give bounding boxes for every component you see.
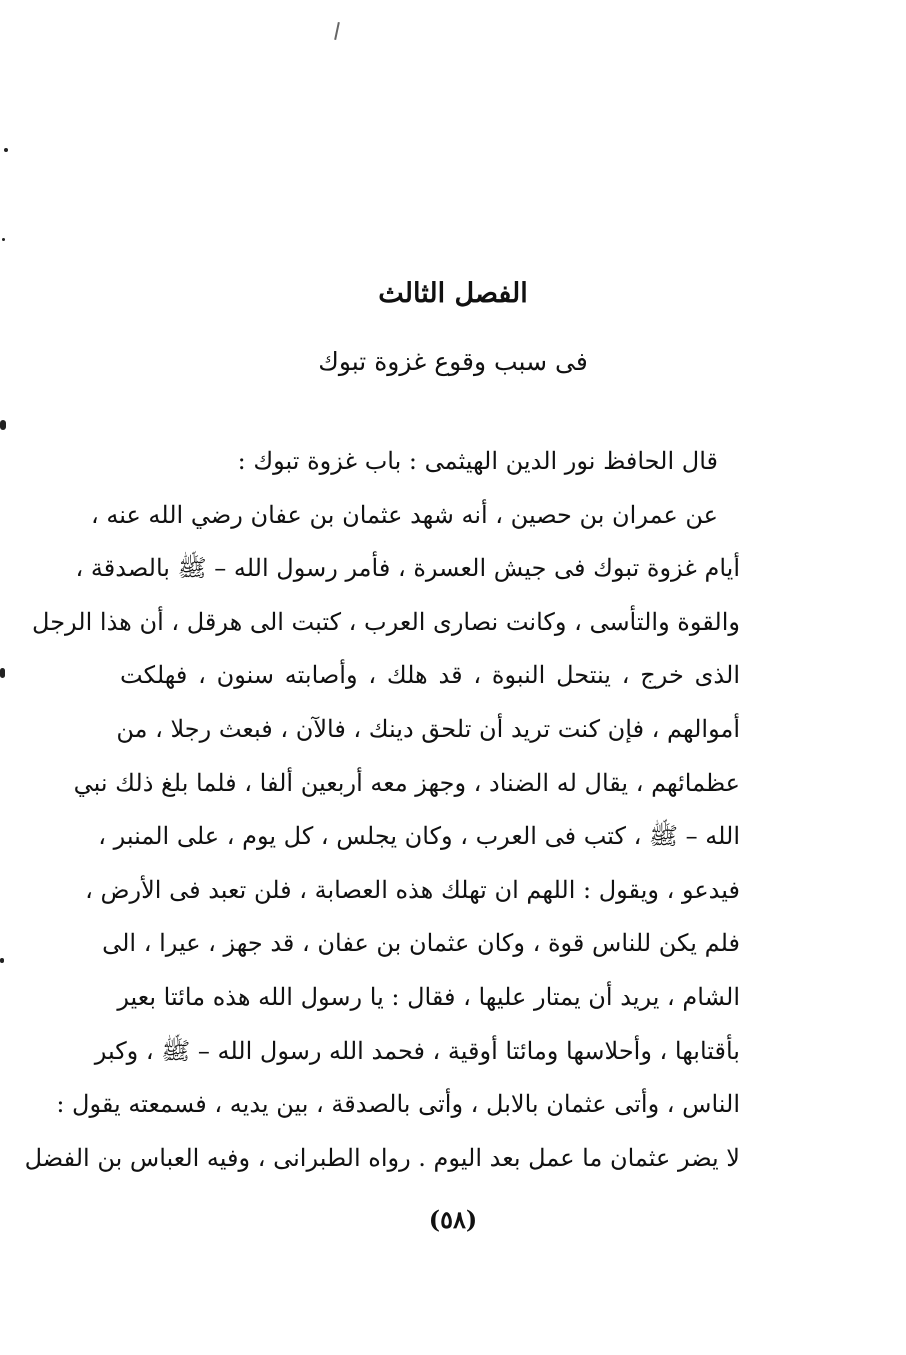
text-line: قال الحافظ نور الدين الهيثمى : باب غزوة تبوك : <box>237 447 718 475</box>
body-text <box>24 435 740 1185</box>
scan-artifact <box>334 22 340 40</box>
scan-artifact <box>4 148 8 152</box>
scan-artifact <box>0 668 5 678</box>
chapter-title: الفصل الثالث <box>378 278 528 309</box>
text-line: فيدعو ، ويقول : اللهم ان تهلك هذه العصابة ، فلن تعبد فى الأرض ، <box>85 875 740 904</box>
text-line: عن عمران بن حصين ، أنه شهد عثمان بن عفان رضي الله عنه ، <box>91 500 718 529</box>
text-line: فلم يكن للناس قوة ، وكان عثمان بن عفان ، قد جهز ، عيرا ، الى <box>102 929 740 958</box>
scan-artifact <box>0 420 6 430</box>
text-line: والقوة والتأسى ، وكانت نصارى العرب ، كتبت الى هرقل ، أن هذا الرجل <box>32 607 740 636</box>
text-line: بأقتابها ، وأحلاسها ومائتا أوقية ، فحمد الله رسول الله – ﷺ ، وكبر <box>94 1036 740 1065</box>
text-line: الشام ، يريد أن يمتار عليها ، فقال : يا رسول الله هذه مائتا بعير <box>117 982 740 1011</box>
text-line: لا يضر عثمان ما عمل بعد اليوم . رواه الطبرانى ، وفيه العباس بن الفضل <box>24 1143 740 1172</box>
text-line: الله – ﷺ ، كتب فى العرب ، وكان يجلس ، كل يوم ، على المنبر ، <box>98 822 740 851</box>
text-line: الناس ، وأتى عثمان بالابل ، وأتى بالصدقة ، بين يديه ، فسمعته يقول : <box>56 1090 740 1119</box>
text-line: أموالهم ، فإن كنت تريد أن تلحق دينك ، فالآن ، فبعث رجلا ، من <box>116 714 740 743</box>
scan-artifact <box>0 958 4 963</box>
scan-artifact <box>2 238 5 241</box>
chapter-subtitle: فى سبب وقوع غزوة تبوك <box>318 347 588 376</box>
text-line: الذى خرج ، ينتحل النبوة ، قد هلك ، وأصابته سنون ، فهلكت <box>120 661 740 690</box>
text-line: عظمائهم ، يقال له الضناد ، وجهز معه أربعين ألفا ، فلما بلغ ذلك نبي <box>73 768 740 797</box>
text-line: أيام غزوة تبوك فى جيش العسرة ، فأمر رسول الله – ﷺ بالصدقة ، <box>75 554 740 583</box>
page-number: (٥٨) <box>428 1205 478 1234</box>
